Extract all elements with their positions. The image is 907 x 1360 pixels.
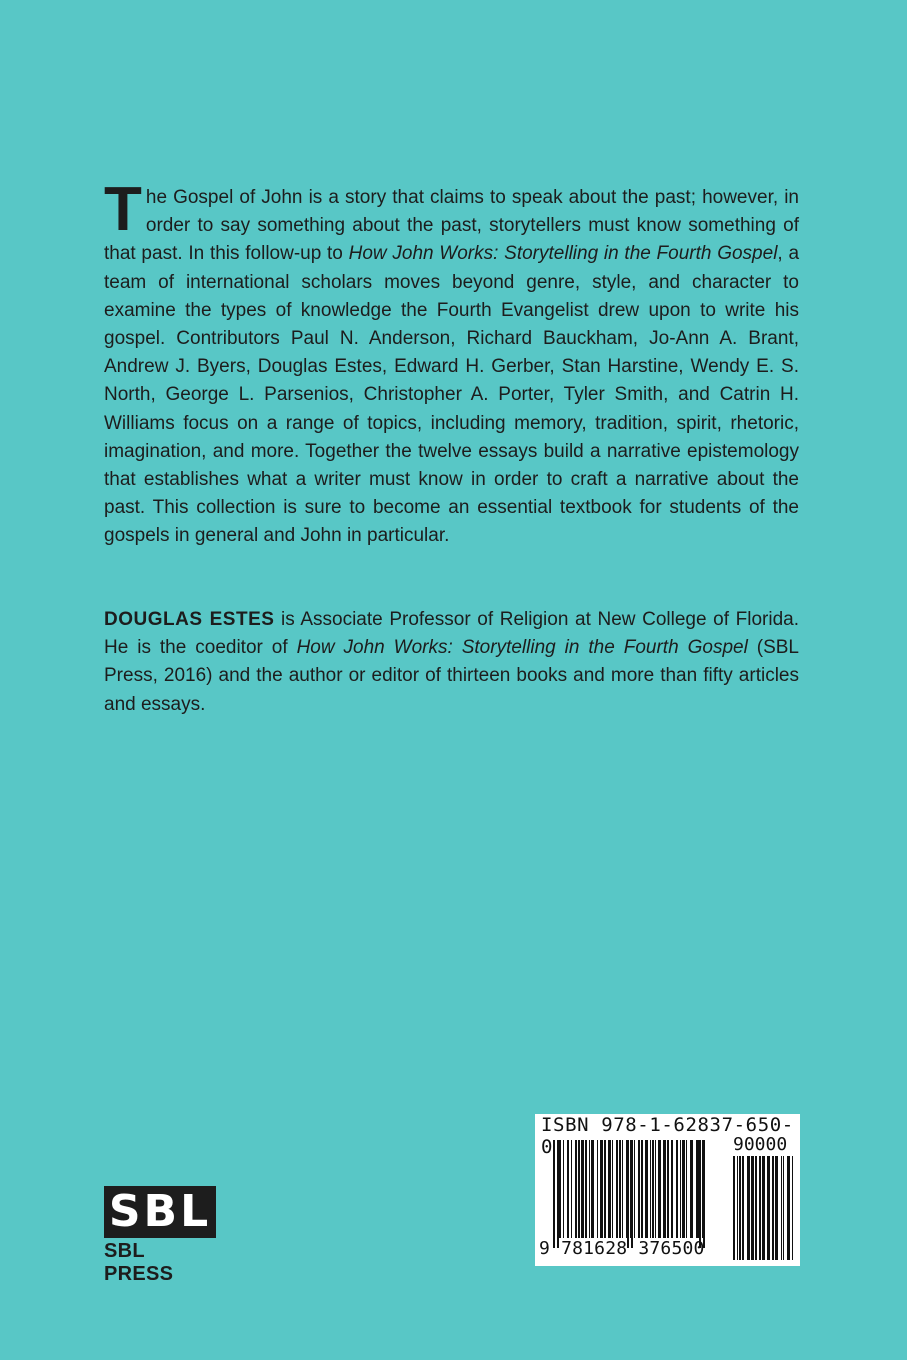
drop-cap: T [104,175,142,244]
bio-book-title: How John Works: Storytelling in the Fourth Gospel [296,637,748,659]
barcode-bar [733,1156,735,1260]
publisher-logo [104,1186,218,1286]
author-bio [104,606,799,719]
bio-text-2: (SBL Press, 2016) and the author or editor of thirteen books and more than fifty articles and essays. [104,637,799,715]
barcode-bar [742,1156,744,1260]
barcode-addon-text: 90000 [733,1134,788,1155]
barcode-bar [755,1156,757,1260]
isbn-text: ISBN 978-1-62837-650-0 [541,1114,794,1158]
author-name: DOUGLAS ESTES [104,609,275,630]
barcode-bar [759,1156,761,1260]
barcode-bar [747,1156,750,1260]
description-text-2: , a team of international scholars moves beyond genre, style, and character to examine the types of knowledge the Fourth Evangelist drew upon to write his gospel. Contributors Paul N. Anderson, Richard Bauckham, Jo-Ann A. Brant, Andrew J. Byers, Douglas Estes, Edward H. Gerber, Stan Harstine, Wendy E. S. North, George L. Parsenios, Christopher A. Porter, Tyler Smith, and Catrin H. Williams focus on a range of topics, including memory, tradition, spirit, rhetoric, imagination, and more. Together the twelve essays build a narrative epistemology that establishes what a writer must know in order to craft a narrative about the past. This collection is sure to become an essential textbook for students of the gospels in general and John in particular. [104,243,800,547]
barcode-bar [783,1156,784,1260]
barcode-panel [535,1114,800,1266]
description-text-1: he Gospel of John is a story that claims to speak about the past; however, in order to say something about the past, storytellers must know something of that past. In this follow-up to [104,187,799,265]
barcode-digits: 9 781628 376500 [539,1238,705,1259]
barcode-bar [772,1156,774,1260]
barcode-bar [787,1156,790,1260]
barcode-bar [792,1156,793,1260]
barcode-bar [739,1156,741,1260]
barcode-bar [762,1156,765,1260]
bio-text-1: is Associate Professor of Religion at New College of Florida. He is the coeditor of [104,609,799,659]
barcode-bar [737,1156,738,1260]
sbl-logo-box [104,1186,216,1238]
barcode-bar [781,1156,782,1260]
press-name: SBL PRESS [104,1240,174,1285]
barcode-bar [767,1156,770,1260]
sbl-logo-text: SBL [108,1186,212,1237]
description-paragraph [104,175,800,551]
barcode-bar [751,1156,754,1260]
book-title-reference: How John Works: Storytelling in the Fourth Gospel [348,243,778,265]
barcode-bar [775,1156,778,1260]
